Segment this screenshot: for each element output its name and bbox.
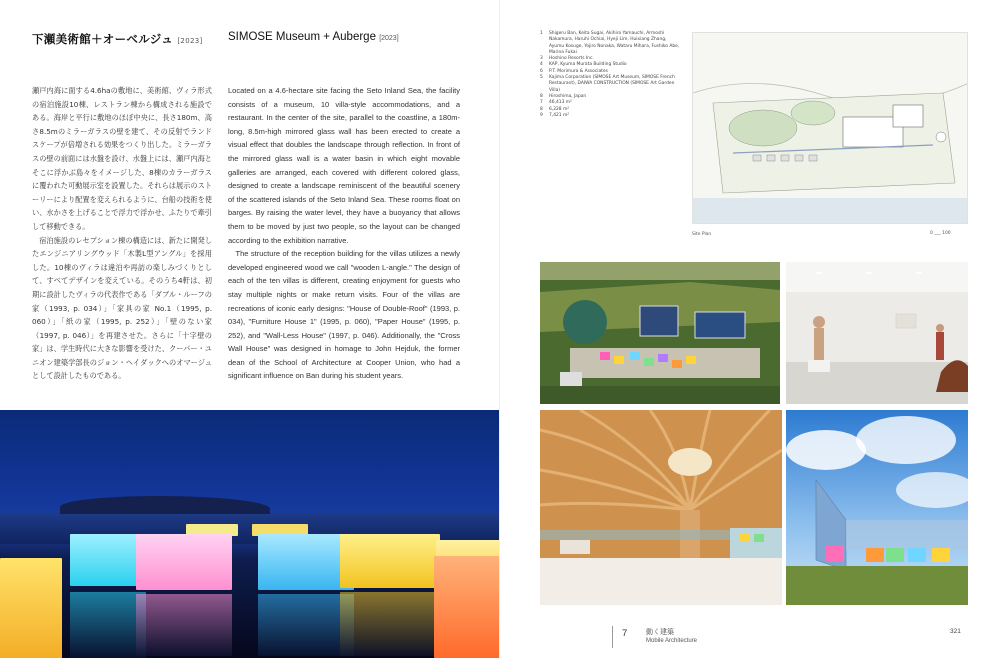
credit-text: 7,421 m² <box>549 112 570 118</box>
water-reflection <box>340 592 434 656</box>
body-ja-paragraph-1: 瀬戸内海に面する4.6haの敷地に、美術館、ヴィラ形式の宿泊施設10棟、レストラン棟から構成される施設である。海岸と平行に敷地のほぼ中央に、長さ180m、高さ8.5mのミラーガラスの壁を建て、その反射でランドスケープが倍増される効果をつくり出した。ミラーガラスの壁の前面には水盤を設け、水盤上には、瀬戸内海とそこに浮かぶ島々をイメージした、8棟のカラーガラスに覆われた可動展示室を設置した。それらは展示のストーリーにより配置を変えられるように、台船の技術を使い、水かさを上げることで浮力で浮かせ、ふたりで牽引して移動できる。 <box>32 86 212 231</box>
credit-text: Hoshino Resorts Inc. <box>549 56 594 62</box>
credit-text: 46,413 m² <box>549 100 572 106</box>
wood-svg <box>540 410 782 605</box>
chapter-title-en: Mobile Architecture <box>646 638 698 644</box>
gallery-svg <box>786 262 968 404</box>
night-photo-colored-cubes <box>0 410 500 658</box>
title-en-text: SIMOSE Museum + Auberge <box>228 31 376 43</box>
chapter-number: 7 <box>622 628 628 639</box>
aerial-photo <box>540 262 780 404</box>
title-ja-text: 下瀬美術館＋オーベルジュ <box>32 32 174 46</box>
wooden-structure-photo <box>540 410 782 605</box>
water-reflection <box>136 594 232 656</box>
glass-cube <box>340 534 440 588</box>
credit-number: 8 <box>540 106 543 112</box>
title-english <box>228 31 399 43</box>
project-credits <box>540 31 682 119</box>
credit-number: 3 <box>540 56 543 62</box>
credit-text: KAP, Kyuma Murata Building Studio <box>549 62 627 68</box>
credit-number: 8 <box>540 93 543 99</box>
credit-text: Kajima Corporation (SIMOSE Art Museum, SIMOSE French Restaurant), DAIWA CONSTRUCTION (SIMOSE Art Garden Villa) <box>549 75 675 93</box>
credit-number: 9 <box>540 112 543 118</box>
credit-text: 6,228 m² <box>549 106 570 112</box>
site-plan-drawing <box>692 32 968 224</box>
footer-divider <box>612 626 613 648</box>
credit-number: 7 <box>540 100 543 106</box>
sky-svg <box>786 410 968 605</box>
chapter-title-ja: 動く建築 <box>646 628 674 636</box>
body-ja-paragraph-2: 宿泊施設のレセプション棟の構造には、新たに開発したエンジニアリングウッド「木製L型アングル」を採用した。10棟のヴィラは違泊や再訪の楽しみづくりとして、すべてデザインを変えている。そのうち4軒は、初期に設計したヴィラの代表作である「ダブル・ルーフの家（1993, p. 034）」「家具の家 No.1（1995, p. 060）」「紙の家（1995, p. 252）」「壁のない家（1997, p. 046）」を再建させた。さらに「十字壁の家」は、学生時代に大きな影響を受けた、クーパー・ユニオン建築学部長のジョン・ヘイダックへのオマージュとして設計したものである。 <box>32 235 212 381</box>
credit-text: P.T. Morimura & Associates <box>549 68 608 74</box>
title-japanese <box>32 31 202 47</box>
glass-cube <box>70 534 146 586</box>
site-plan-caption: Site Plan <box>692 232 712 237</box>
credit-row <box>540 75 682 94</box>
glass-cube <box>136 534 232 590</box>
credit-text: Shigeru Ban, Keita Sugai, Akihiro Yamauchi, Armoshi Nakamura, Haruhi Ochiai, Hyeji Lim, Huixiang Zhang, Ayumu Kosuge, Yojiro Nonaka, Wataru Mihara, Fushiko Abe, Marina Fukai <box>549 31 680 55</box>
credit-text: Hiroshima, Japan <box>549 93 587 99</box>
credit-row <box>540 113 682 119</box>
credit-number: 1 <box>540 31 543 36</box>
credit-number: 5 <box>540 75 543 81</box>
aerial-svg <box>540 262 780 404</box>
body-en-paragraph-1: Located on a 4.6-hectare site facing the Seto Inland Sea, the facility consists of a museum, 10 villa-style accommodations, and a restaurant. In the center of the site, parallel to the coastline, a 180m-long, 8.5m-high mirrored glass wall has been erected to create a visual effect that doubles the landscape through reflection. In front of the mirrored glass wall is a water basin in which eight movable galleries are arranged, each covered with different colored glass, designed to create a landscape reminiscent of the beautiful scenery of the scattered islands of the Seto Inland Sea. These rooms float on barges. By raising the water level, they have a buoyancy that allows them to be moved by just two people, so the layout can be changed according to the exhibition narrative. <box>228 86 460 245</box>
title-ja-year: [2023] <box>177 37 203 45</box>
body-english <box>228 84 460 383</box>
credit-number: 6 <box>540 68 543 74</box>
credit-number: 4 <box>540 62 543 68</box>
site-plan-svg <box>693 33 968 224</box>
mirror-wall-photo <box>786 410 968 605</box>
glass-cube <box>434 556 500 658</box>
glass-cube <box>0 558 62 658</box>
gallery-interior-photo <box>786 262 968 404</box>
page-number: 321 <box>950 628 961 635</box>
scale-bar: 0 ___ 100 <box>930 231 951 236</box>
title-en-year: [2023] <box>379 35 399 42</box>
body-japanese <box>32 84 212 383</box>
body-en-paragraph-2: The structure of the reception building for the villas utilizes a newly developed engineered wood we call "wooden L-angle." The design of each of the ten villas is different, creating enjoyment for guests who stay multiple nights or make return visits. Four of the villas are recreations of iconic early designs: "House of Double-Roof" (1993, p. 034), "Furniture House 1" (1995, p. 060), "Paper House" (1995, p. 252), and "Wall-Less House" (1997, p. 046). Additionally, the "Cross Wall House" was designed in homage to John Hejduk, the former dean of the School of Architecture at Cooper Union, who had a significant influence on Ban during his student years. <box>228 249 460 381</box>
water-reflection <box>70 592 146 658</box>
credit-row <box>540 31 682 56</box>
